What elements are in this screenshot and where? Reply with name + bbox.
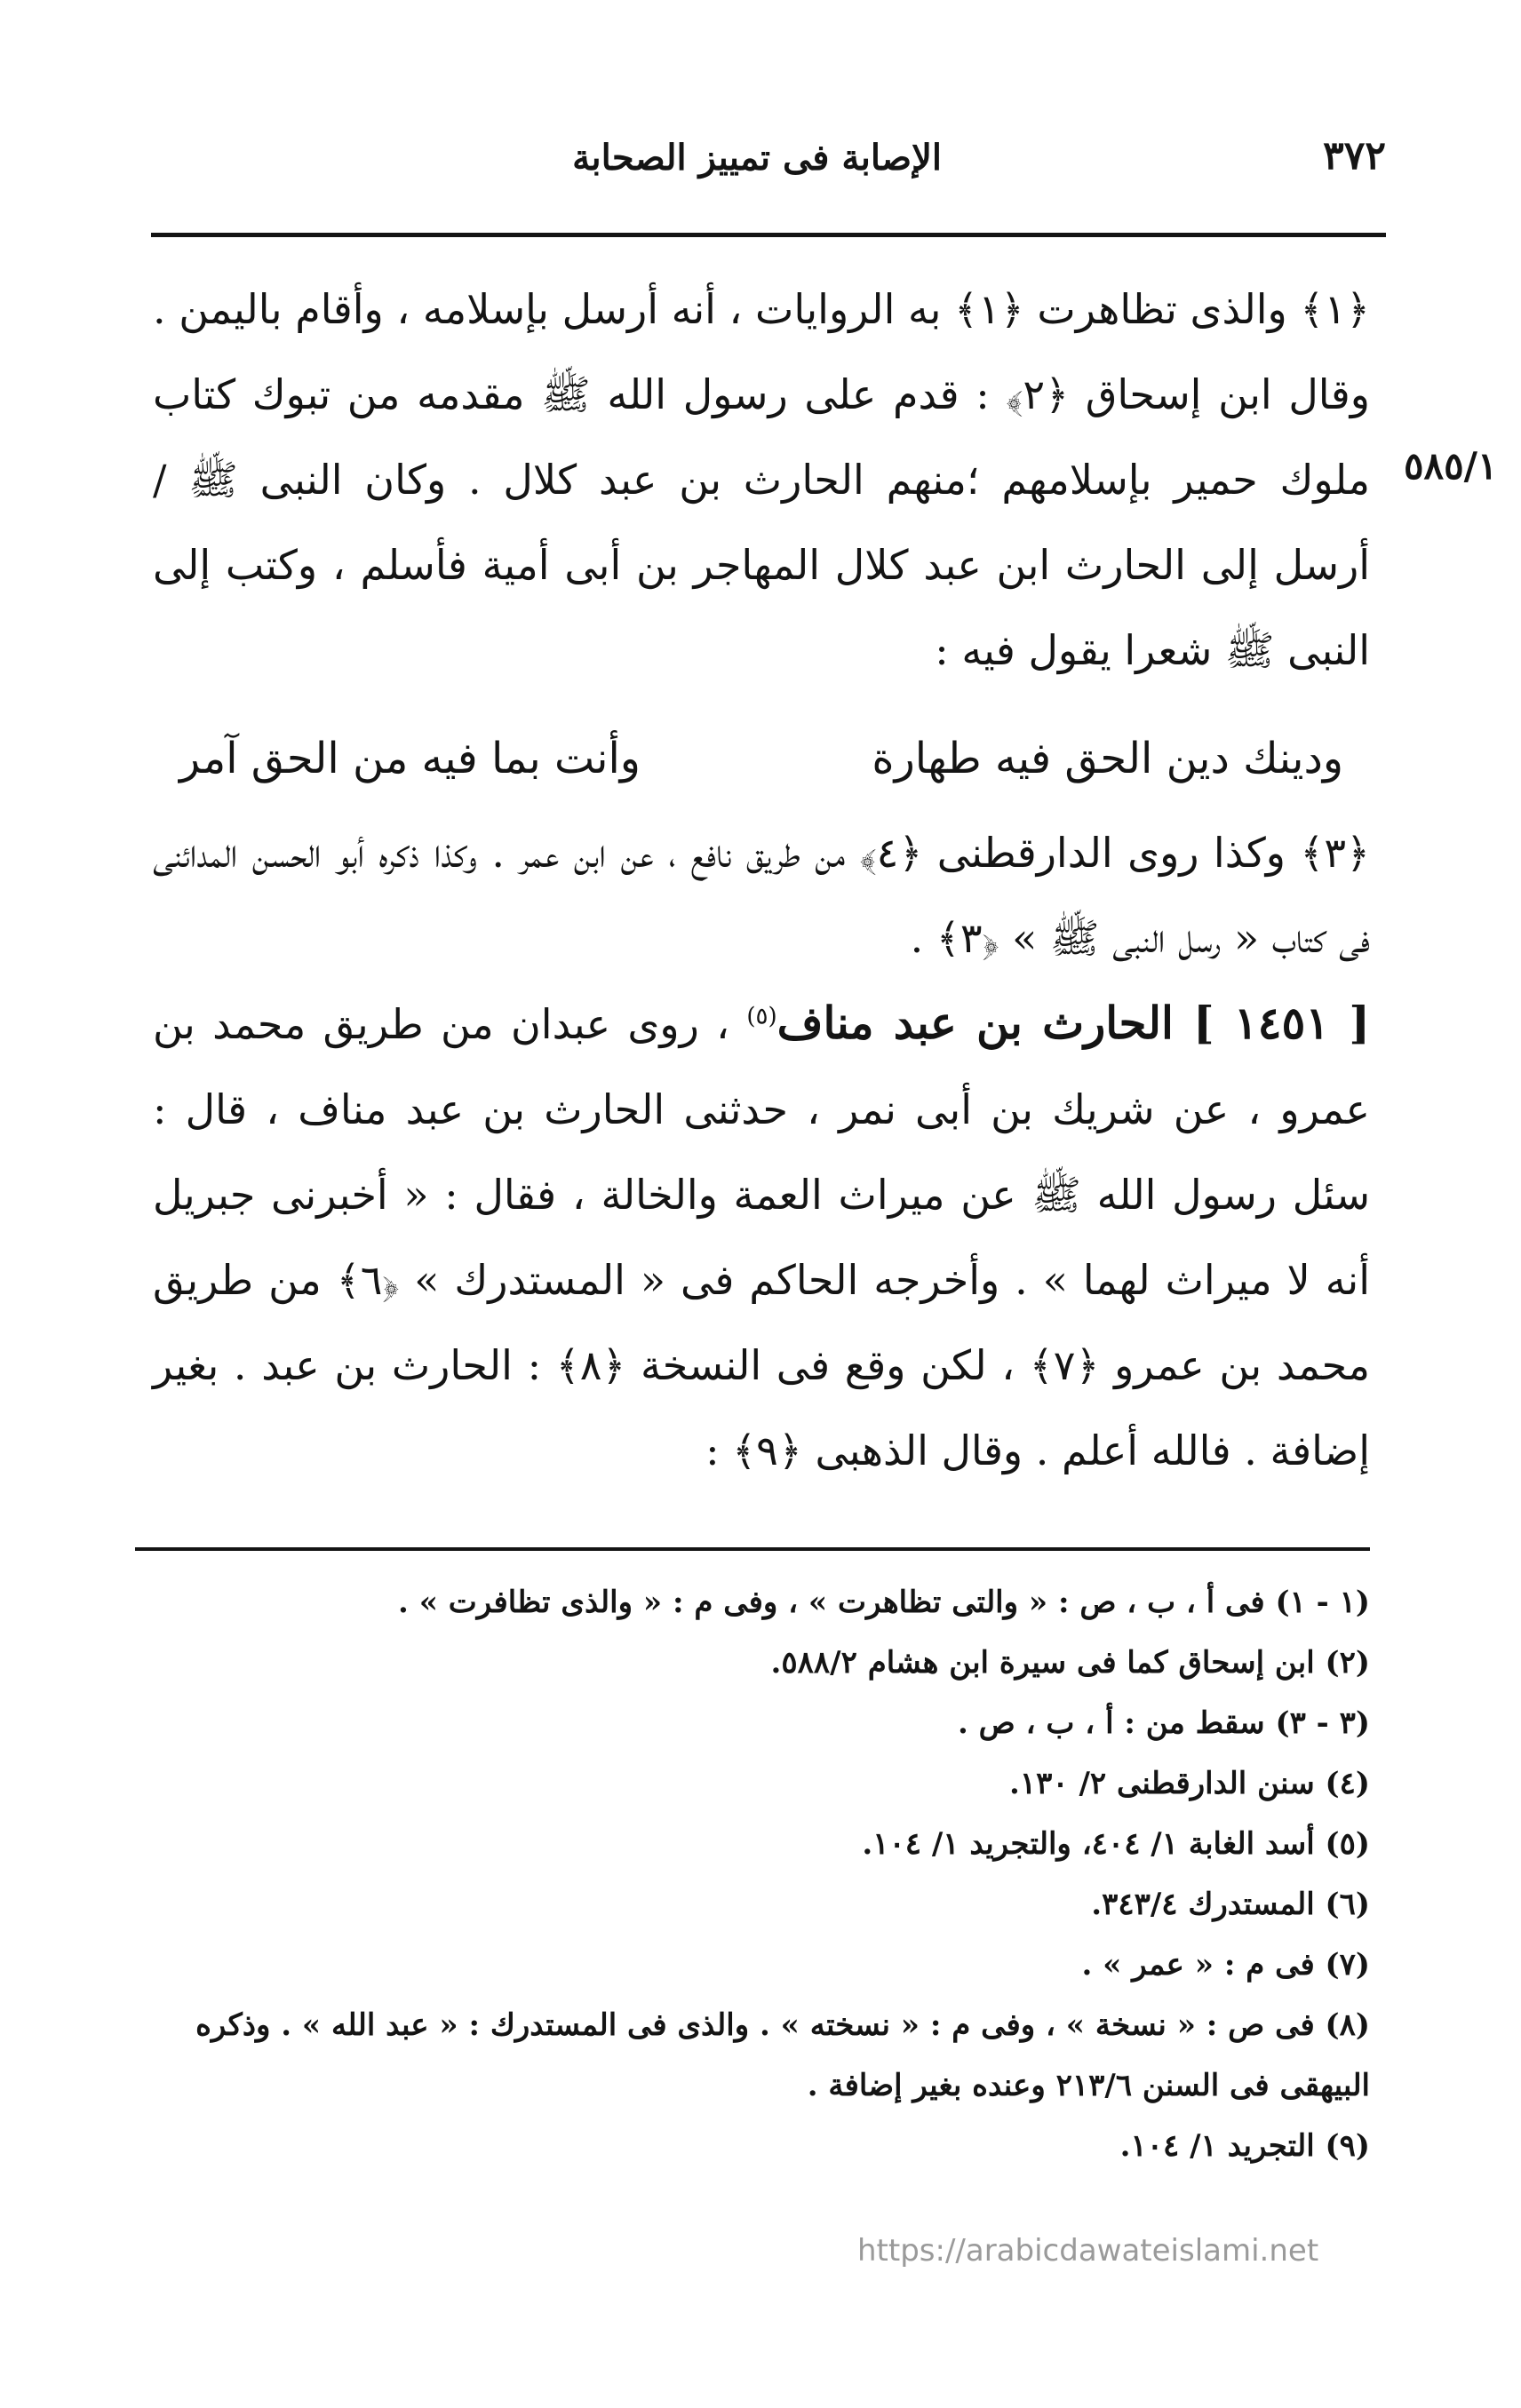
poem-hemistich-left: وأنت بما فيه من الحق آمر <box>179 734 641 783</box>
footnote-item: (٨) فى ص : « نسخة » ، وفى م : « نسخته » . والذى فى المستدرك : « عبد الله » . وذكره البيهقى فى السنن ٢١٣/٦ وعنده بغير إضافة . <box>195 2007 1370 2103</box>
page-number: ٣٧٢ <box>1323 133 1386 179</box>
footnote-rule <box>135 1547 1370 1551</box>
watermark-url: https://arabicdawateislami.net <box>857 2233 1319 2269</box>
footnote-item: (٩) التجريد ١/ ١٠٤. <box>1119 2128 1370 2164</box>
paragraph-1: ﴿١﴾ والذى تظاهرت ﴿١﴾ به الروايات ، أنه أرسل بإسلامه ، وأقام باليمن . وقال ابن إسحاق ﴿٢﴾ : قدم على رسول الله ﷺ مقدمه من تبوك كتاب ملوك حمير بإسلامهم ؛منهم الحارث بن عبد كلال . وكان النبى ﷺ / أرسل إلى الحارث ابن عبد كلال المهاجر بن أبى أمية فأسلم ، وكتب إلى النبى ﷺ شعرا يقول فيه : <box>153 285 1370 674</box>
footnote-item: (١ - ١) فى أ ، ب ، ص : « والتى تظاهرت » ، وفى م : « والذى تظافرت » . <box>398 1585 1370 1620</box>
poem-verse <box>179 716 1343 801</box>
main-text <box>153 266 1370 1493</box>
footnotes <box>135 1572 1370 2176</box>
paragraph-2: ﴿٣﴾ وكذا روى الدارقطنى ﴿٤﴾ من طريق نافع ، عن ابن عمر . وكذا ذكره أبو الحسن المدائنى فى كتاب « رسل النبى ﷺ » ﴿٣﴾ . <box>153 829 1370 962</box>
footnote-item: (٦) المستدرك ٣٤٣/٤. <box>1091 1887 1370 1922</box>
footnote-item: (٢) ابن إسحاق كما فى سيرة ابن هشام ٥٨٨/٢. <box>770 1645 1370 1681</box>
header-rule <box>151 233 1386 237</box>
paragraph-3 <box>153 981 1370 1493</box>
running-title: الإصابة فى تمييز الصحابة <box>572 137 942 179</box>
entry-text: ، روى عبدان من طريق محمد بن عمرو ، عن شريك بن أبى نمر ، حدثنى الحارث بن عبد مناف ، قال : سئل رسول الله ﷺ عن ميراث العمة والخالة ، فقال : « أخبرنى جبريل أنه لا ميراث لهما » . وأخرجه الحاكم فى « المستدرك » ﴿٦﴾ من طريق محمد بن عمرو ﴿٧﴾ ، لكن وقع فى النسخة ﴿٨﴾ : الحارث بن عبد . بغير إضافة . فالله أعلم . وقال الذهبى ﴿٩﴾ : <box>153 1000 1370 1474</box>
footnote-item: (٤) سنن الدارقطنى ٢/ ١٣٠. <box>1008 1766 1370 1801</box>
footnote-item: (٧) فى م : « عمر » . <box>1081 1947 1370 1983</box>
entry-heading: [ ١٤٥١ ] الحارث بن عبد مناف <box>776 997 1371 1049</box>
margin-reference: ٥٨٥/١ <box>1404 444 1498 488</box>
entry-footnote-marker: (٥) <box>746 1003 777 1030</box>
footnote-item: (٣ - ٣) سقط من : أ ، ب ، ص . <box>958 1705 1370 1741</box>
page-header <box>151 133 1386 204</box>
poem-hemistich-right: ودينك دين الحق فيه طهارة <box>872 734 1343 783</box>
footnote-item: (٥) أسد الغابة ١/ ٤٠٤، والتجريد ١/ ١٠٤. <box>862 1826 1370 1862</box>
